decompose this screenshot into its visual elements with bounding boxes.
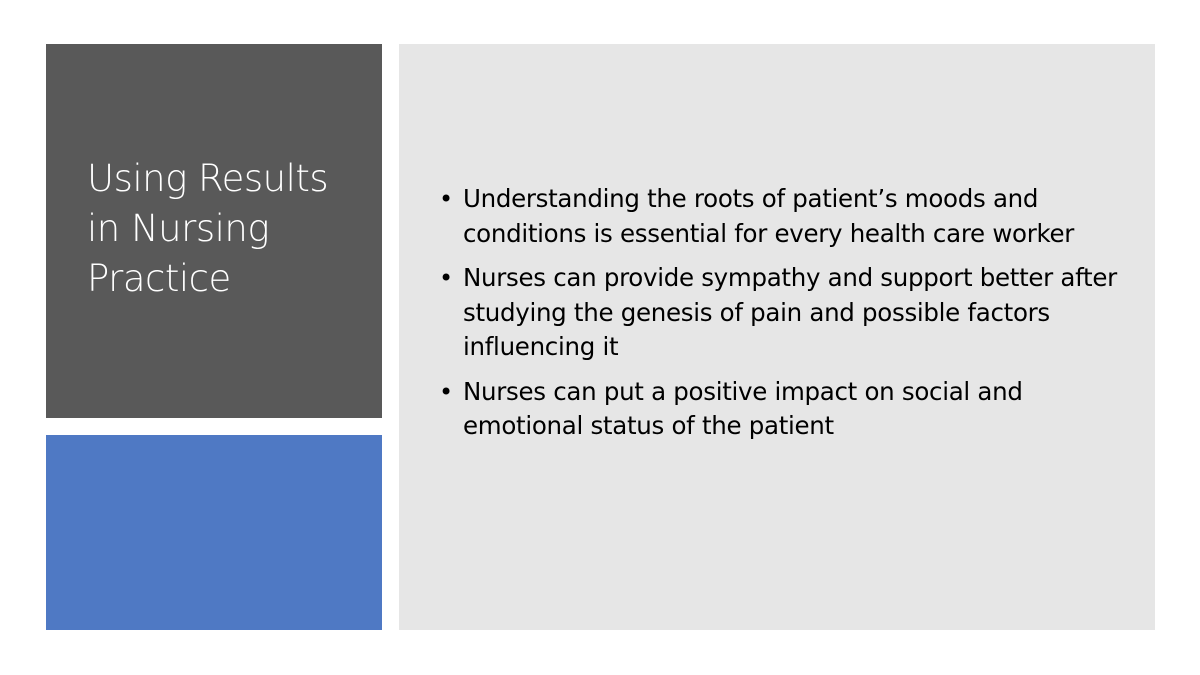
bullet-item <box>435 261 1135 365</box>
bullet-icon: • <box>439 264 453 292</box>
bullet-icon: • <box>439 377 453 406</box>
bullet-item <box>435 375 1135 444</box>
bullet-text: Nurses can put a positive impact on social and emotional status of the patient <box>463 376 1023 440</box>
bullet-text: Understanding the roots of patient’s moods and conditions is essential for every health care worker <box>463 184 1075 248</box>
title-block <box>46 44 382 418</box>
accent-block <box>46 435 382 630</box>
bullet-item <box>435 182 1135 251</box>
slide-title: Using Results in Nursing Practice <box>87 157 329 300</box>
content-panel <box>399 44 1155 630</box>
bullet-icon: • <box>439 185 453 213</box>
bullet-text: Nurses can provide sympathy and support better after studying the genesis of pain and possible factors influencing it <box>463 263 1117 361</box>
bullet-list <box>435 182 1135 454</box>
